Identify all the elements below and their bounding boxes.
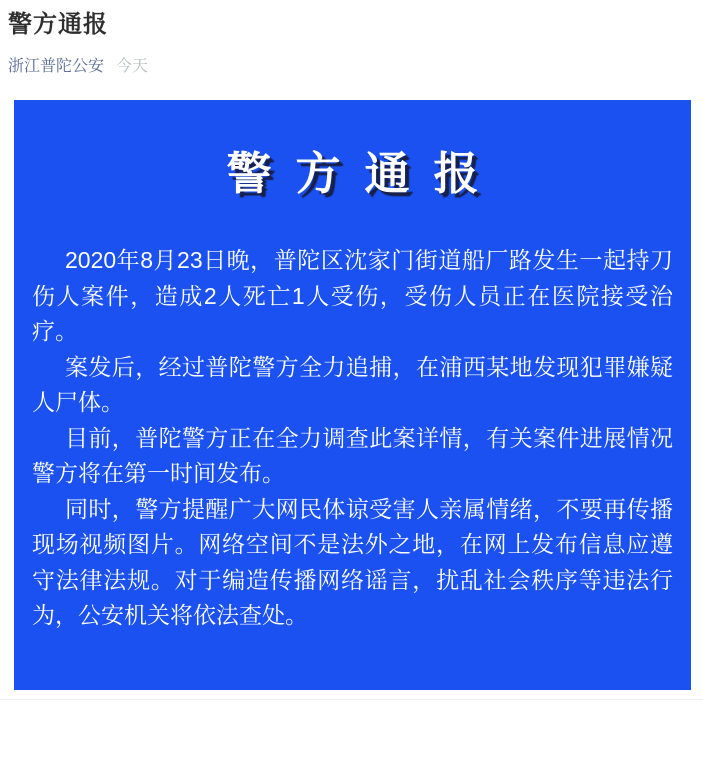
police-notice-image <box>14 100 691 778</box>
notice-paragraph: 2020年8月23日晚，普陀区沈家门街道船厂路发生一起持刀伤人案件，造成2人死亡1人受伤，受伤人员正在医院接受治疗。 <box>32 247 673 344</box>
account-link[interactable]: 浙江普陀公安 <box>8 58 105 75</box>
notice-signature-block <box>32 714 673 782</box>
notice-body <box>32 243 673 634</box>
notice-paragraph: 同时，警方提醒广大网民体谅受害人亲属情绪，不要再传播现场视频图片。网络空间不是法外之地，在网上发布信息应遵守法律法规。对于编造传播网络谣言，扰乱社会秩序等违法行为，公安机关将依法查处。 <box>32 495 673 628</box>
notice-paragraph: 目前，普陀警方正在全力调查此案详情，有关案件进展情况警方将在第一时间发布。 <box>32 424 673 486</box>
bottom-divider <box>0 699 703 700</box>
notice-banner-title: 警方通报 <box>226 148 503 199</box>
byline <box>8 57 695 77</box>
notice-signature: 舟山市公安局普陀区分局 <box>412 717 665 744</box>
notice-date: 2020年8月23日 <box>506 751 665 778</box>
publish-time: 今天 <box>116 58 149 75</box>
article-header <box>0 0 703 77</box>
notice-paragraph: 案发后，经过普陀警方全力追捕，在浦西某地发现犯罪嫌疑人尸体。 <box>32 353 673 415</box>
page-title: 警方通报 <box>8 11 108 38</box>
